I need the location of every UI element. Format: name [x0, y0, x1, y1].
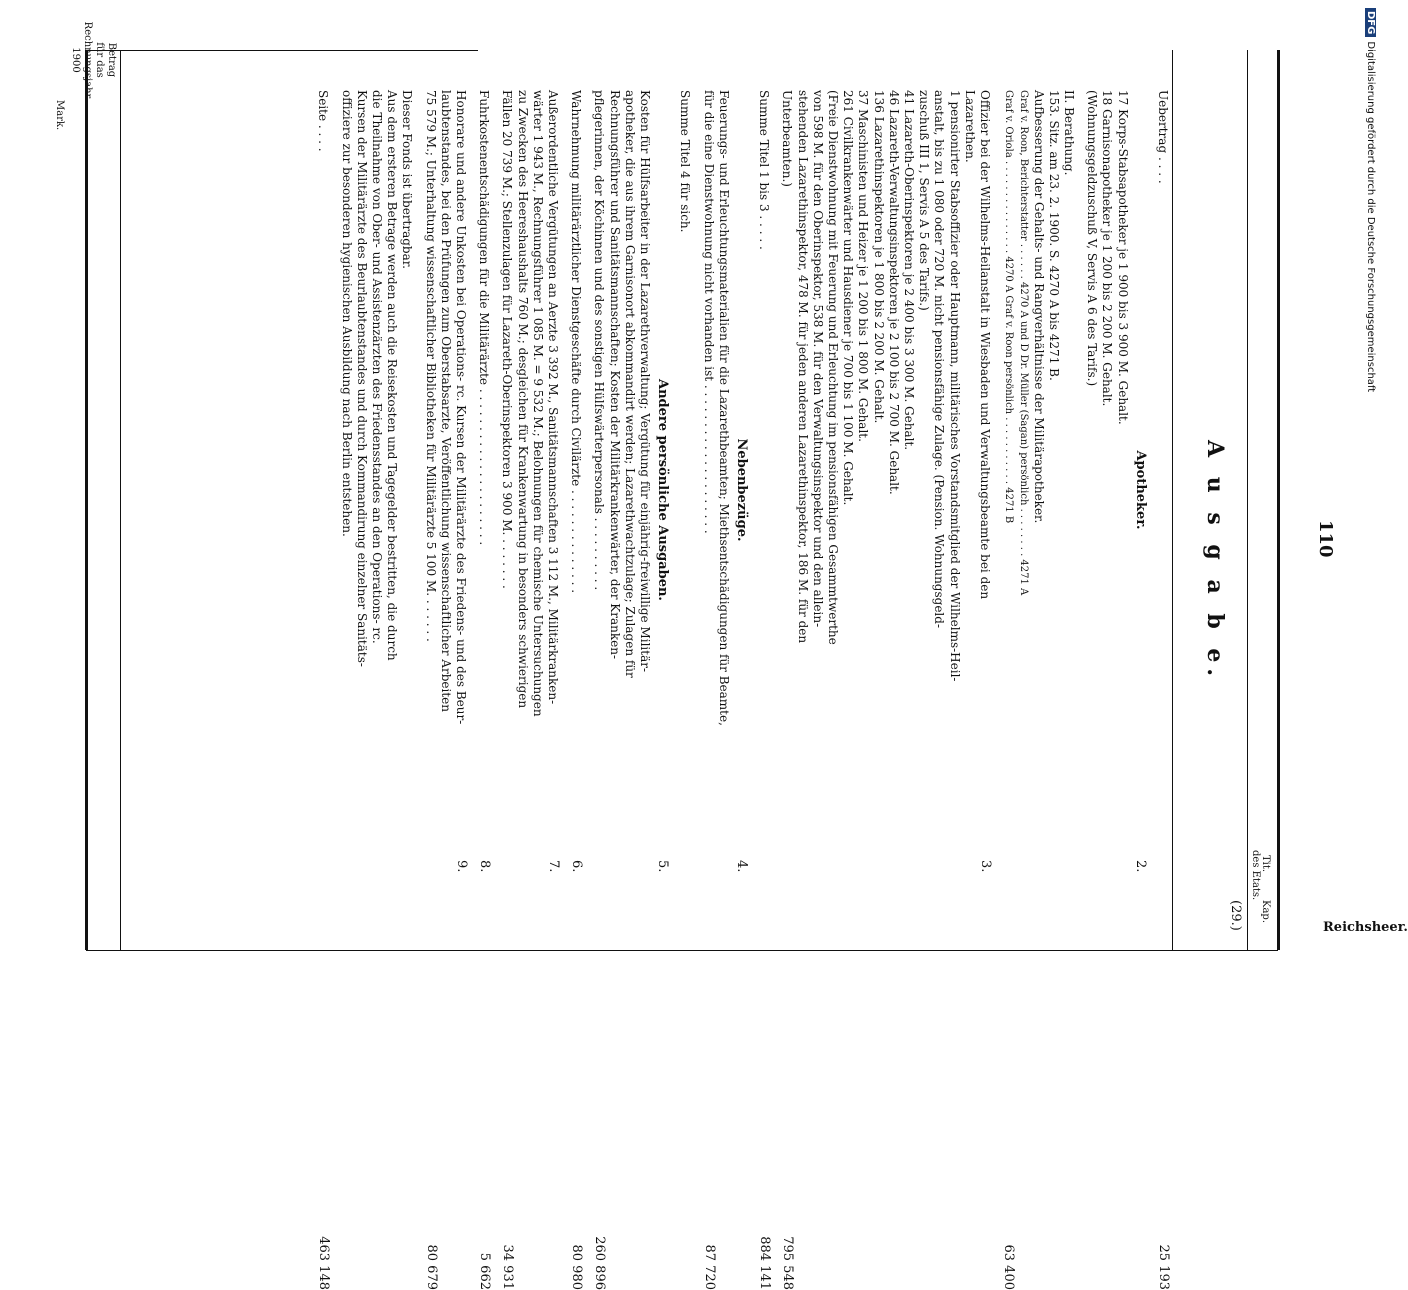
bottom-rule [85, 50, 88, 950]
row-text-line: für die eine Dienstwohnung nicht vorhanden ist . . . . . . . . . . . . . . . . . . . . [701, 90, 716, 534]
col-amount-unit: Mark. [54, 100, 65, 131]
amount-column-separator [120, 50, 121, 950]
row-text-line: Aus dem ersteren Betrage werden auch die Reisekosten und Tagegelder bestritten, die durch [385, 90, 400, 661]
row-text-line: Kosten für Hülfsarbeiter in der Lazarethverwaltung; Vergütung für einjährig-freiwillige Militär- [638, 90, 652, 673]
row-amount: 5 662 [477, 1252, 493, 1290]
tit-number: 5. [655, 860, 671, 873]
tit-number: 6. [569, 860, 585, 873]
row-amount: 80 679 [423, 1244, 439, 1290]
row-text-line: wärter 1 943 M., Rechnungsführer 1 085 M. = 9 532 M.; Belohnungen für chemische Untersuchungen [530, 90, 545, 717]
col-kap: Kap. [1260, 900, 1271, 924]
row-text-line: 75 579 M.; Unterhaltung wissenschaftlicher Bibliotheken für Militärärzte 5 100 M. . . . . . . [423, 90, 438, 642]
row-amount: 34 931 [500, 1244, 516, 1290]
kap-value: (29.) [1228, 900, 1243, 931]
row-text-line: Fällen 20 739 M.; Stellenzulagen für Lazareth-Oberinspektoren 3 900 M. . . . . . . . [500, 90, 515, 589]
tit-number: 9. [454, 860, 469, 873]
row-text-line: Graf v. Roon, Berichterstatter . . . . . . 4270 A und D Dr. Müller (Sagan) persönlich . . . . . . . . 4271 A [1018, 90, 1030, 596]
top-rule [1277, 50, 1280, 950]
row-amount: 463 148 [316, 1236, 332, 1290]
tit-number: 4. [734, 860, 749, 873]
row-heading: Andere persönliche Ausgaben. [655, 379, 671, 601]
row-amount: 25 193 [1156, 1244, 1171, 1290]
row-amount: 80 980 [569, 1244, 585, 1290]
row-text-line: offiziere zur besonderen hygienischen Ausbildung nach Berlin entstehen. [339, 90, 354, 537]
row-text-line: Summe Titel 4 für sich. [678, 90, 693, 233]
row-text-line: Unterbeamten.) [780, 90, 795, 187]
row-heading: Nebenbezüge. [734, 438, 749, 542]
row-text-line: Seite . . . . [316, 90, 331, 152]
digitization-text: Digitalisierung gefördert durch die Deutsche Forschungsgemeinschaft [1365, 41, 1376, 393]
row-text-line: Honorare und andere Unkosten bei Operations- rc. Kursen der Militärärzte des Friedens- und des Beur- [454, 90, 468, 725]
row-text-line: (Freie Dienstwohnung mit Feuerung und Erleuchtung im pensionsfähigen Gesammtwerthe [826, 90, 840, 645]
dfg-logo: DFG [1365, 8, 1376, 37]
row-text-line: apotheker, die aus ihrem Garnisonort abkommandirt werden; Lazarethwachtzulage; Zulagen für [622, 90, 637, 678]
row-text-line: stehenden Lazarethinspektor, 478 M. für jeden anderen Lazarethinspektor, 186 M. für den [795, 90, 810, 644]
row-heading: Apotheker. [1132, 450, 1148, 530]
row-text-line: Feuerungs- und Erleuchtungsmaterialien für die Lazarethbeamten; Miethsentschädigungen für Beamte, [716, 90, 731, 726]
row-text-line: Rechnungsführer und Sanitätsmannschaften; Kosten der Militärkrankenwärter, der Kranken- [607, 90, 622, 659]
row-text-line: Summe Titel 1 bis 3 . . . . . [757, 90, 772, 250]
row-text-line: 17 Korps-Stabsapotheker je 1 900 bis 3 900 M. Gehalt. [1115, 90, 1130, 425]
row-text-line: pflegerinnen, der Köchinnen und des sonstigen Hülfswärterpersonals . . . . . . . . . . [592, 90, 607, 591]
row-text-line: Lazarethen. [962, 90, 977, 163]
row-text-line: Außerordentliche Vergütungen an Aerzte 3 392 M., Sanitätsmannschaften 3 112 M., Militärkranken- [546, 90, 560, 705]
tit-number: 7. [546, 860, 561, 873]
row-text-line: zu Zwecken des Heereshaushalts 760 M.; desgleichen für Krankenwartung in besonders schwierigen [515, 90, 530, 709]
row-text-line: Dieser Fonds ist übertragbar. [400, 90, 415, 269]
row-text-line: Offizier bei der Wilhelms-Heilanstalt in Wiesbaden und Verwaltungsbeamte bei den [978, 90, 992, 600]
row-amount: 884 141 [757, 1236, 773, 1290]
tit-column-separator [1172, 50, 1173, 950]
row-text-line: 153. Sitz. am 23. 2. 1900. S. 4270 A bis 4271 B. [1046, 90, 1061, 381]
row-text-line: Wahrnehmung militärärztlicher Dienstgeschäfte durch Civilärzte . . . . . . . . . . . . . . [569, 90, 584, 594]
tit-number: 2. [1132, 860, 1148, 873]
row-text-line: 46 Lazareth-Verwaltungsinspektoren je 2 100 bis 2 700 M. Gehalt. [886, 90, 901, 495]
col-amount-3: Rechnungsjahr [82, 21, 93, 99]
row-text-line: laubtenstandes, bei den Prüfungen zum Oberstabsarzte, Veröffentlichung wissenschaftlicher Arbeiten [438, 90, 453, 712]
row-text-line: Graf v. Oriola . . . . . . . . . . . . . . . 4270 A Graf v. Roon persönlich . . . . . . . . . . . 4271 B [1003, 90, 1015, 524]
section-title: A u s g a b e. [1202, 440, 1228, 683]
row-amount: 260 896 [592, 1236, 608, 1290]
row-text-line: die Theilnahme von Ober- und Assistenzärzten des Friedensstandes an den Operations- rc. [370, 90, 384, 644]
right-border [86, 950, 1278, 951]
row-text-line: Uebertrag . . . . [1156, 90, 1170, 184]
running-title: Reichsheer. [1323, 920, 1408, 935]
col-tit: Tit. [1260, 855, 1271, 873]
row-text-line: 136 Lazarethinspektoren je 1 800 bis 2 200 M. Gehalt. [871, 90, 886, 424]
row-text-line: II. Berathung. [1062, 90, 1076, 176]
row-text-line: Kursen der Militärärzte des Beurlaubtenstandes und durch Kommandirung einzelner Sanitäts- [354, 90, 369, 667]
row-text-line: 37 Maschinisten und Heizer je 1 200 bis 1 800 M. Gehalt. [856, 90, 871, 442]
row-amount: 795 548 [780, 1236, 796, 1290]
col-amount-2: für das [94, 42, 105, 78]
row-text-line: Fuhrkostenentschädigungen für die Militärärzte . . . . . . . . . . . . . . . . . . . . . [477, 90, 492, 546]
page-number: 110 [1315, 520, 1336, 558]
digitization-note [1362, 8, 1382, 998]
row-text-line: 261 Civilkrankenwärter und Hausdiener je 700 bis 1 100 M. Gehalt. [841, 90, 856, 506]
row-text-line: von 598 M. für den Oberinspektor, 538 M. für den Verwaltungsinspektor und den allein- [810, 90, 825, 628]
row-amount: 87 720 [701, 1244, 717, 1290]
col-amount-4: 1900 [70, 47, 81, 73]
row-text-line: (Wohnungsgeldzuschuß V, Servis A 6 des Tarifs.) [1085, 90, 1100, 387]
header-separator [1247, 50, 1248, 950]
row-text-line: zuschuß III 1, Servis A 5 des Tarifs.) [917, 90, 932, 311]
row-text-line: Aufbesserung der Gehalts- und Rangverhältnisse der Militärapotheker. [1031, 90, 1046, 524]
left-border [85, 50, 478, 51]
col-amount-1: Betrag [106, 42, 117, 78]
row-amount: 63 400 [1001, 1244, 1017, 1290]
tit-number: 8. [477, 860, 493, 873]
row-text-line: 18 Garnisonapotheker je 1 200 bis 2 200 M. Gehalt. [1100, 90, 1115, 407]
col-des-etats: des Etats. [1250, 850, 1261, 901]
tit-number: 3. [978, 860, 993, 873]
row-text-line: 1 pensionirter Stabsoffizier oder Hauptmann, militärisches Vorstandsmitglied der Wilhelms-Heil- [947, 90, 962, 682]
row-text-line: 41 Lazareth-Oberinspektoren je 2 400 bis 3 300 M. Gehalt. [902, 90, 916, 451]
row-text-line: anstalt, bis zu 1 080 oder 720 M. nicht pensionsfähige Zulage. (Pension. Wohnungsgeld- [932, 90, 947, 629]
